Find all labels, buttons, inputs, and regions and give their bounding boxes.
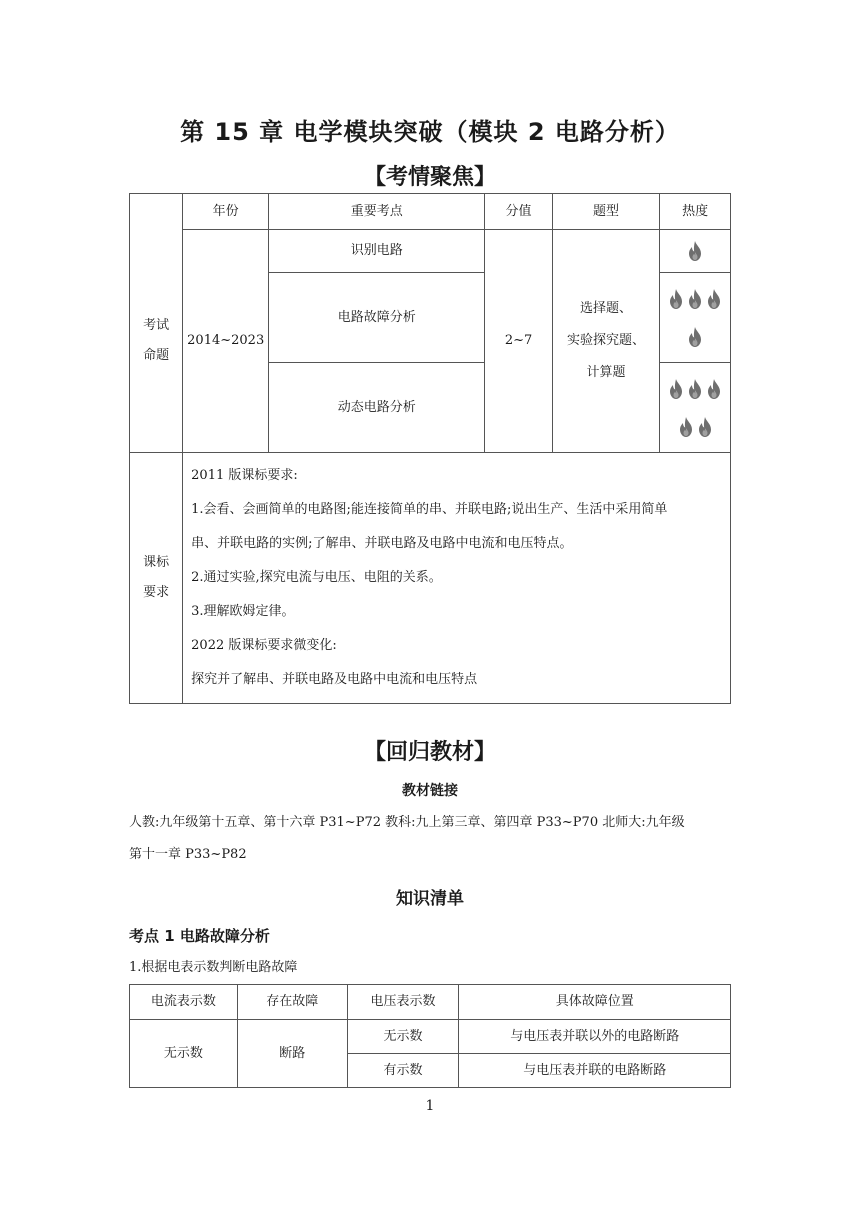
flame-icon [668,379,684,399]
requirement-line: 2011 版课标要求: [191,468,298,483]
flame-row [660,318,730,356]
requirement-line: 3.理解欧姆定律。 [191,604,295,619]
textbook-link-text [129,807,739,871]
requirement-line: 2.通过实验,探究电流与电压、电阻的关系。 [191,570,442,585]
header-score: 分值 [485,194,553,230]
chapter-title: 第 15 章 电学模块突破（模块 2 电路分析） [180,118,680,146]
section-heading-textbook: 【回归教材】 [363,740,496,765]
header-voltage: 电压表示数 [347,985,459,1020]
empty-header-cell [130,194,183,230]
voltage-cell: 有示数 [347,1054,459,1088]
header-type: 题型 [552,194,659,230]
flame-row [660,408,730,446]
flame-row [660,370,730,408]
header-fault: 存在故障 [237,985,347,1020]
exam-focus-table [129,193,731,704]
row-label-line: 考试 [143,317,170,333]
fault-analysis-table [129,984,731,1088]
flame-row [660,232,730,270]
year-cell: 2014~2023 [183,230,269,453]
row-label-requirements [130,453,183,704]
heat-cell [660,273,731,363]
flame-icon [687,241,703,261]
requirement-line: 1.会看、会画简单的电路图;能连接简单的串、并联电路;说出生产、生活中采用简单 [191,502,668,517]
current-cell: 无示数 [130,1020,238,1088]
row-label-line: 课标 [143,555,170,570]
requirement-line: 串、并联电路的实例;了解串、并联电路及电路中电流和电压特点。 [191,536,573,551]
kp1-title: 考点 1 电路故障分析 [129,927,270,945]
fault-cell: 断路 [237,1020,347,1088]
row-label-line: 要求 [143,585,170,600]
flame-icon [687,379,703,399]
row-label-exam [130,230,183,453]
page-number: 1 [425,1098,435,1114]
score-cell: 2~7 [485,230,553,453]
header-current: 电流表示数 [130,985,238,1020]
requirements-cell [183,453,731,704]
kp1-subtitle: 1.根据电表示数判断电路故障 [129,960,298,975]
header-topic: 重要考点 [269,194,485,230]
heat-cell [660,363,731,453]
type-line: 计算题 [586,365,626,380]
textbook-link-line: 第十一章 P33~P82 [129,847,247,862]
flame-icon [668,289,684,309]
textbook-link-title: 教材链接 [402,783,458,799]
flame-icon [706,379,722,399]
voltage-cell: 无示数 [347,1020,459,1054]
requirement-line: 探究并了解串、并联电路及电路中电流和电压特点 [191,672,478,687]
flame-icon [706,289,722,309]
row-label-line: 命题 [143,347,170,363]
topic-cell: 识别电路 [269,230,485,273]
location-cell: 与电压表并联以外的电路断路 [459,1020,731,1054]
textbook-link-line: 人教:九年级第十五章、第十六章 P31~P72 教科:九上第三章、第四章 P33~P70 北师大:九年级 [129,815,685,830]
section-heading-exam-focus: 【考情聚焦】 [363,165,496,190]
flame-row [660,280,730,318]
flame-icon [678,417,694,437]
flame-icon [687,327,703,347]
knowledge-list-title: 知识清单 [396,889,464,909]
header-heat: 热度 [660,194,731,230]
requirement-line: 2022 版课标要求微变化: [191,638,337,653]
topic-cell: 动态电路分析 [269,363,485,453]
type-cell [552,230,659,453]
location-cell: 与电压表并联的电路断路 [459,1054,731,1088]
header-year: 年份 [183,194,269,230]
flame-icon [697,417,713,437]
flame-icon [687,289,703,309]
type-line: 实验探究题、 [567,333,646,348]
type-line: 选择题、 [580,301,633,316]
heat-cell [660,230,731,273]
header-location: 具体故障位置 [459,985,731,1020]
topic-cell: 电路故障分析 [269,273,485,363]
